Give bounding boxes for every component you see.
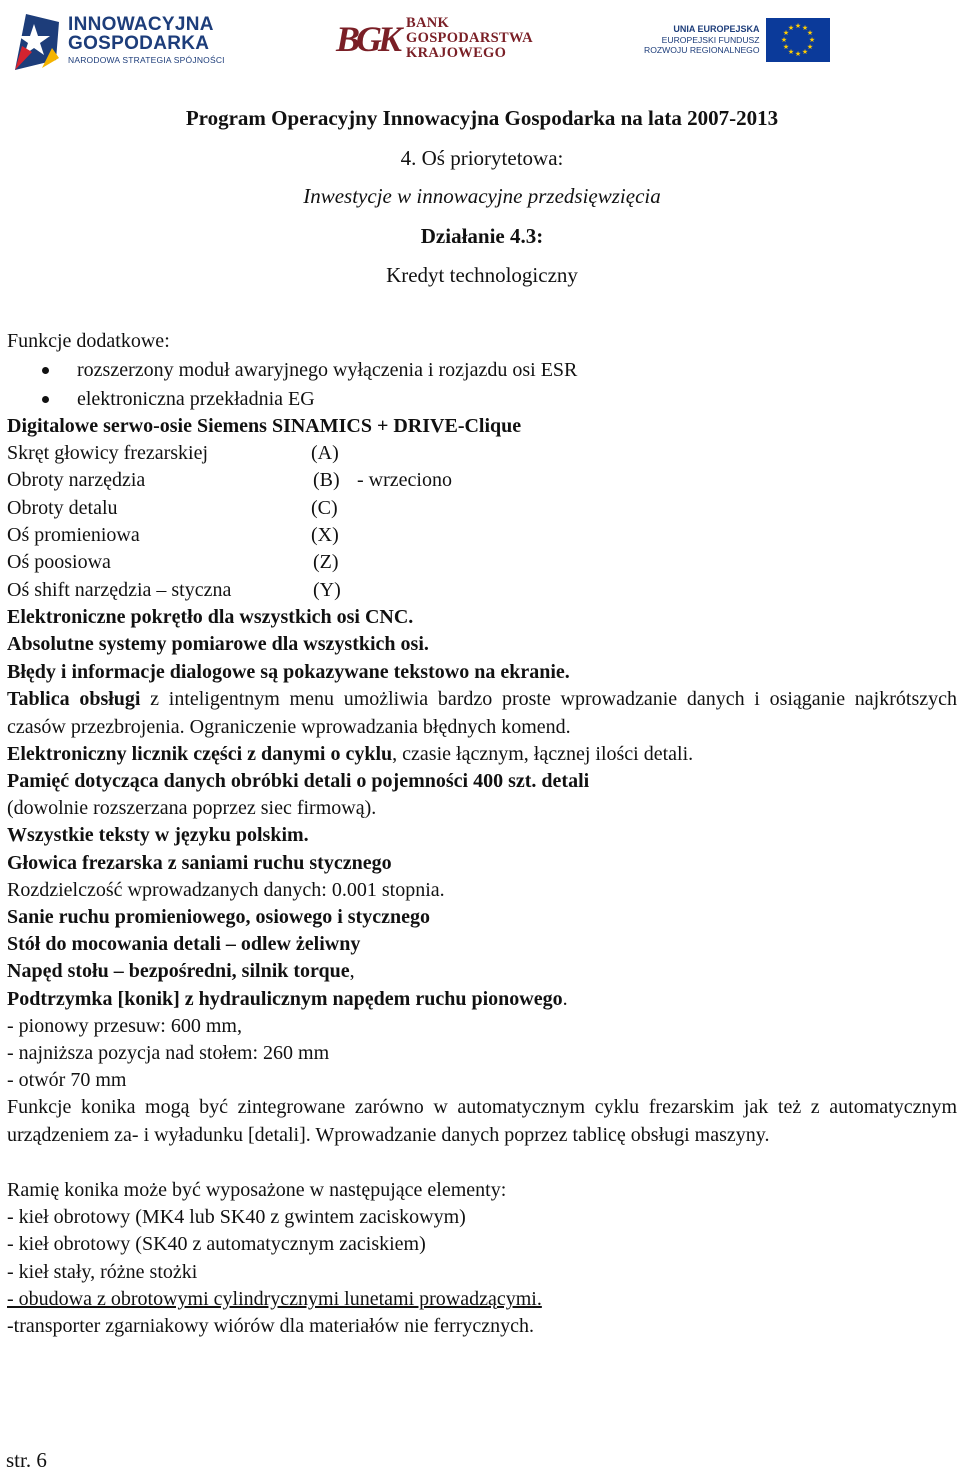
errors-paragraph: Błędy i informacje dialogowe są pokazywane tekstowo na ekranie. xyxy=(7,661,570,683)
counter-text: , czasie łącznym, łącznej ilości detali. xyxy=(392,743,694,765)
axis-row xyxy=(7,467,607,493)
axis-row xyxy=(7,440,607,466)
tailstock-paragraph xyxy=(7,986,568,1012)
tailstock-spec: - najniższa pozycja nad stołem: 260 mm xyxy=(7,1042,330,1064)
axis-row-name: Oś promieniowa xyxy=(7,524,140,546)
counter-paragraph xyxy=(7,741,693,767)
eu-logo-line1: UNIA EUROPEJSKA xyxy=(673,24,760,35)
bullet-icon xyxy=(42,367,49,374)
arm-item: - obudowa z obrotowymi cylindrycznymi lunetami prowadzącymi. xyxy=(7,1288,542,1310)
eu-logo xyxy=(644,18,830,62)
svg-text:★: ★ xyxy=(782,43,789,51)
innowacyjna-gospodarka-logo xyxy=(12,8,225,72)
table-drive-bold: Napęd stołu – bezpośredni, silnik torque xyxy=(7,960,350,982)
eu-logo-line2: EUROPEJSKI FUNDUSZ xyxy=(661,35,760,45)
svg-text:★: ★ xyxy=(787,48,794,56)
ig-logo-line1: INNOWACYJNA xyxy=(68,14,214,36)
axis-row-code: (X) xyxy=(311,524,339,546)
svg-text:★: ★ xyxy=(787,24,794,32)
svg-text:★: ★ xyxy=(801,24,808,32)
svg-text:★: ★ xyxy=(806,43,813,51)
control-panel-paragraph xyxy=(7,686,957,741)
action-name: Kredyt technologiczny xyxy=(386,263,578,287)
control-panel-text: z inteligentnym menu umożliwia bardzo proste wprowadzanie danych i osiąganie najkrótszych czasów przezbrojenia. Ograniczenie wprowadzania błędnych komend. xyxy=(7,688,957,738)
counter-bold: Elektroniczny licznik części z danymi o cyklu xyxy=(7,743,393,765)
bgk-logo xyxy=(336,16,533,62)
axis-name: Inwestycje w innowacyjne przedsięwzięcia xyxy=(303,184,661,208)
bullet-text: rozszerzony moduł awaryjnego wyłączenia i rozjazdu osi ESR xyxy=(77,359,578,381)
axis-row-code: (B) xyxy=(313,469,340,491)
svg-text:★: ★ xyxy=(780,36,787,44)
eu-logo-line3: ROZWOJU REGIONALNEGO xyxy=(644,45,760,56)
axis-row-name: Skręt głowicy frezarskiej xyxy=(7,442,209,464)
axis-row-code: (C) xyxy=(311,497,338,519)
axis-row xyxy=(7,577,607,603)
axis-row-name: Obroty narzędzia xyxy=(7,469,146,491)
tailstock-spec: - otwór 70 mm xyxy=(7,1069,127,1091)
bgk-logo-line1: BANK xyxy=(406,15,450,31)
polish-texts-paragraph: Wszystkie teksty w języku polskim. xyxy=(7,824,309,846)
svg-text:★: ★ xyxy=(801,48,808,56)
program-title: Program Operacyjny Innowacyjna Gospodarka na lata 2007-2013 xyxy=(185,106,779,130)
resolution-paragraph: Rozdzielczość wprowadzanych danych: 0.001 stopnia. xyxy=(7,879,445,901)
memory-paragraph: Pamięć dotycząca danych obróbki detali o pojemności 400 szt. detali xyxy=(7,770,590,792)
table-drive-text: , xyxy=(349,960,355,982)
axis-row-name: Obroty detalu xyxy=(7,497,118,519)
arm-item: -transporter zgarniakowy wiórów dla materiałów nie ferrycznych. xyxy=(7,1315,535,1337)
svg-text:★: ★ xyxy=(794,22,801,30)
knob-paragraph: Elektroniczne pokrętło dla wszystkich osi CNC. xyxy=(7,606,414,628)
tailstock-functions-paragraph: Funkcje konika mogą być zintegrowane zarówno w automatycznym cyklu frezarskim jak też z automatycznym urządzeniem za- i wyładunku [detali]. Wprowadzanie danych poprzez tablicę obsługi maszyny. xyxy=(7,1096,957,1146)
bgk-logo-line2: GOSPODARSTWA xyxy=(406,30,533,47)
arm-paragraph: Ramię konika może być wyposażone w następujące elementy: xyxy=(7,1179,507,1201)
axis-row xyxy=(7,522,607,548)
tailstock-text: . xyxy=(562,988,568,1010)
extra-functions-title: Funkcje dodatkowe: xyxy=(7,330,170,352)
table-paragraph: Stół do mocowania detali – odlew żeliwny xyxy=(7,933,361,955)
bgk-logo-line3: KRAJOWEGO xyxy=(406,45,507,62)
svg-text:★: ★ xyxy=(808,36,815,44)
axis-row-name: Oś poosiowa xyxy=(7,551,111,573)
page-number: str. 6 xyxy=(6,1448,47,1472)
axis-row-code: (A) xyxy=(311,442,339,464)
action-heading: Działanie 4.3: xyxy=(420,224,544,248)
bullet-icon xyxy=(42,396,49,403)
ig-logo-line3: NARODOWA STRATEGIA SPÓJNOŚCI xyxy=(68,55,225,66)
control-panel-bold: Tablica obsługi xyxy=(7,688,141,710)
absolute-systems-paragraph: Absolutne systemy pomiarowe dla wszystkich osi. xyxy=(7,633,429,655)
tailstock-spec: - pionowy przesuw: 600 mm, xyxy=(7,1015,242,1037)
table-drive-paragraph xyxy=(7,958,355,984)
bullet-text: elektroniczna przekładnia EG xyxy=(77,388,315,410)
arm-item: - kieł obrotowy (SK40 z automatycznym zaciskiem) xyxy=(7,1233,426,1255)
logo-bar xyxy=(0,0,960,90)
servo-title: Digitalowe serwo-osie Siemens SINAMICS + DRIVE-Clique xyxy=(7,415,522,437)
svg-text:★: ★ xyxy=(782,29,789,37)
axis-row-code: (Z) xyxy=(313,551,339,573)
tailstock-bold: Podtrzymka [konik] z hydraulicznym napędem ruchu pionowego xyxy=(7,988,563,1010)
svg-text:★: ★ xyxy=(794,50,801,58)
milling-head-paragraph: Głowica frezarska z saniami ruchu stycznego xyxy=(7,852,392,874)
axis-row-note: - wrzeciono xyxy=(357,469,452,491)
eu-flag-icon xyxy=(766,18,830,62)
sleds-paragraph: Sanie ruchu promieniowego, osiowego i stycznego xyxy=(7,906,430,928)
axis-row xyxy=(7,495,607,521)
svg-text:★: ★ xyxy=(806,29,813,37)
bgk-monogram: BGK xyxy=(336,18,399,59)
ig-star-icon xyxy=(12,8,62,72)
axis-row xyxy=(7,549,607,575)
arm-item: - kieł stały, różne stożki xyxy=(7,1261,198,1283)
ig-logo-line2: GOSPODARKA xyxy=(68,33,210,55)
axis-row-name: Oś shift narzędzia – styczna xyxy=(7,579,232,601)
memory-note: (dowolnie rozszerzana poprzez siec firmową). xyxy=(7,797,377,819)
arm-item: - kieł obrotowy (MK4 lub SK40 z gwintem zaciskowym) xyxy=(7,1206,466,1228)
axis-heading: 4. Oś priorytetowa: xyxy=(400,146,564,170)
axis-row-code: (Y) xyxy=(313,579,341,601)
